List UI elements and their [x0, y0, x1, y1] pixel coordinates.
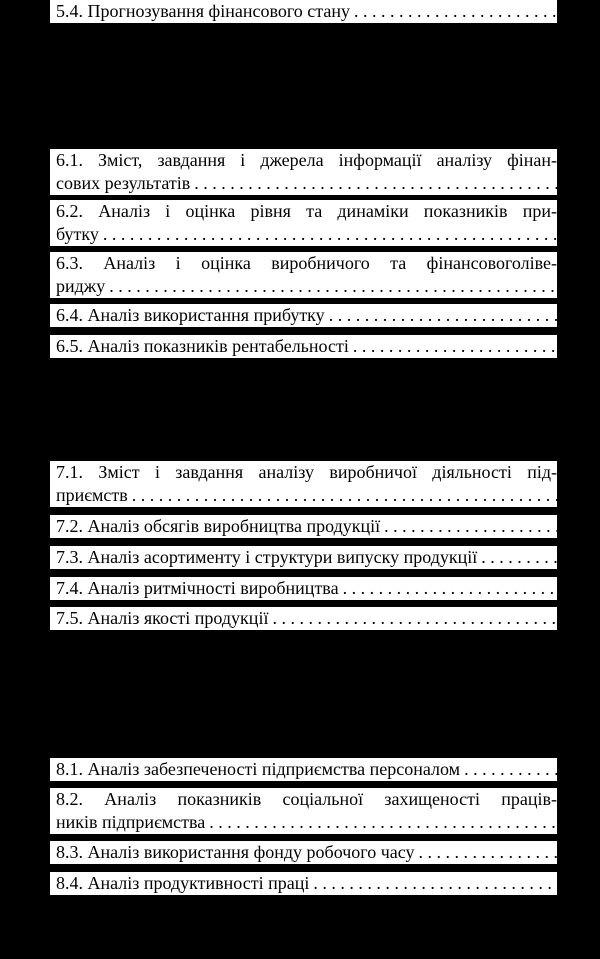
toc-entry-7-1 — [50, 461, 557, 507]
toc-entry-text: 7.5. Аналіз якості продукції — [56, 608, 269, 628]
toc-entry-6-3 — [50, 252, 557, 298]
toc-entry-5-4 — [50, 0, 557, 23]
toc-entry-7-4 — [50, 577, 557, 600]
dot-leader — [477, 546, 557, 569]
dot-leader — [415, 841, 557, 864]
dot-leader — [325, 304, 557, 327]
dot-leader — [128, 484, 557, 507]
toc-entry-text-cont: приємств — [56, 485, 128, 505]
toc-entry-text-cont: бутку — [56, 224, 99, 244]
toc-entry-text: 6.2. Аналіз і оцінка рівня та динаміки показників при- — [56, 201, 557, 221]
dot-leader — [350, 0, 557, 23]
toc-entry-text-cont: ників підприємства — [56, 812, 206, 832]
dot-leader — [460, 758, 557, 781]
toc-entry-text: 6.1. Зміст, завдання і джерела інформації аналізу фінан- — [56, 150, 557, 170]
toc-entry-text-cont: сових результатів — [56, 173, 191, 193]
toc-entry-text: 7.4. Аналіз ритмічності виробництва — [56, 578, 339, 598]
dot-leader — [268, 607, 557, 630]
toc-entry-text-cont: риджу — [56, 276, 106, 296]
toc-entry-text: 6.4. Аналіз використання прибутку — [56, 305, 325, 325]
toc-entry-text: 7.1. Зміст і завдання аналізу виробничої діяльності під- — [56, 462, 557, 482]
toc-entry-7-5 — [50, 607, 557, 630]
toc-entry-text: 8.4. Аналіз продуктивності праці — [56, 873, 310, 893]
toc-entry-6-5 — [50, 335, 557, 358]
dot-leader — [339, 577, 557, 600]
dot-leader — [349, 335, 557, 358]
toc-entry-text: 6.5. Аналіз показників рентабельності — [56, 336, 349, 356]
dot-leader — [205, 811, 557, 834]
toc-entry-text: 7.2. Аналіз обсягів виробництва продукції — [56, 516, 381, 536]
dot-leader — [105, 275, 557, 298]
toc-entry-6-1 — [50, 149, 557, 195]
toc-entry-text: 5.4. Прогнозування фінансового стану — [56, 1, 350, 21]
dot-leader — [380, 515, 557, 538]
dot-leader — [190, 172, 557, 195]
toc-entry-text: 6.3. Аналіз і оцінка виробничого та фінансовоголіве- — [56, 253, 557, 273]
toc-entry-text: 7.3. Аналіз асортименту і структури випуску продукції — [56, 547, 478, 567]
dot-leader — [99, 223, 557, 246]
toc-entry-8-2 — [50, 788, 557, 834]
toc-entry-7-3 — [50, 546, 557, 569]
toc-entry-8-4 — [50, 872, 557, 895]
toc-entry-text: 8.3. Аналіз використання фонду робочого часу — [56, 842, 415, 862]
toc-entry-6-2 — [50, 200, 557, 246]
toc-entry-text: 8.2. Аналіз показників соціальної захищеності праців- — [56, 789, 557, 809]
toc-entry-text: 8.1. Аналіз забезпеченості підприємства персоналом — [56, 759, 461, 779]
dot-leader — [309, 872, 557, 895]
toc-entry-7-2 — [50, 515, 557, 538]
toc-entry-6-4 — [50, 304, 557, 327]
toc-entry-8-1 — [50, 758, 557, 781]
toc-entry-8-3 — [50, 841, 557, 864]
